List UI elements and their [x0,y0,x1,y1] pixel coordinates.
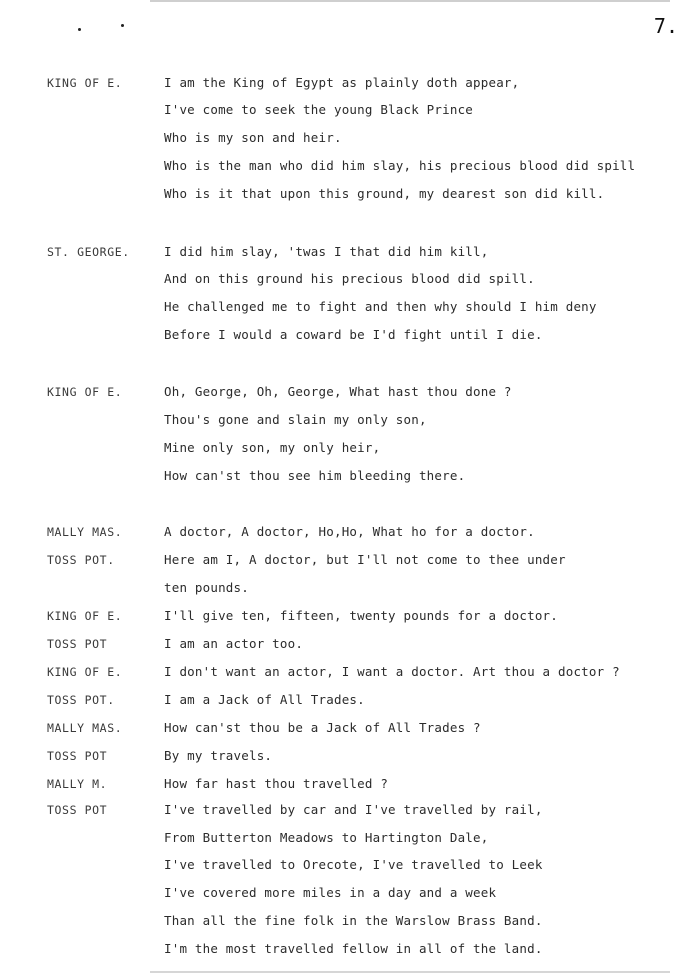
speaker-name: KING OF E. [47,385,123,399]
dialogue-line: By my travels. [164,748,273,763]
speaker-name: TOSS POT. [47,553,115,567]
ink-dot [121,24,124,27]
dialogue-line: Who is it that upon this ground, my dearest son did kill. [164,186,605,201]
page-number: 7. [653,14,678,38]
dialogue-line: Who is the man who did him slay, his precious blood did spill [164,158,636,173]
speaker-name: TOSS POT [47,637,108,651]
dialogue-line: I'm the most travelled fellow in all of the land. [164,941,543,956]
ink-dot [78,28,81,31]
dialogue-line: From Butterton Meadows to Hartington Dale, [164,830,489,845]
dialogue-line: I'll give ten, fifteen, twenty pounds for a doctor. [164,608,559,623]
dialogue-line: Here am I, A doctor, but I'll not come to thee under [164,552,566,567]
dialogue-line: A doctor, A doctor, Ho,Ho, What ho for a doctor. [164,524,535,539]
dialogue-line: I've come to seek the young Black Prince [164,102,474,117]
speaker-name: KING OF E. [47,609,123,623]
speaker-name: TOSS POT [47,749,108,763]
dialogue-line: ten pounds. [164,580,249,595]
speaker-name: TOSS POT [47,803,108,817]
dialogue-line: I've covered more miles in a day and a week [164,885,497,900]
dialogue-line: How can'st thou see him bleeding there. [164,468,466,483]
dialogue-line: I am a Jack of All Trades. [164,692,365,707]
dialogue-line: I don't want an actor, I want a doctor. Art thou a doctor ? [164,664,620,679]
speaker-name: ST. GEORGE. [47,245,130,259]
dialogue-line: I did him slay, 'twas I that did him kill, [164,244,489,259]
dialogue-line: Mine only son, my only heir, [164,440,381,455]
bottom-rule [150,971,670,973]
speaker-name: MALLY MAS. [47,721,123,735]
dialogue-line: He challenged me to fight and then why should I him deny [164,299,597,314]
dialogue-line: I've travelled by car and I've travelled by rail, [164,802,543,817]
dialogue-line: I am an actor too. [164,636,304,651]
dialogue-line: Oh, George, Oh, George, What hast thou done ? [164,384,512,399]
dialogue-line: And on this ground his precious blood did spill. [164,271,535,286]
top-rule [150,0,670,2]
speaker-name: KING OF E. [47,665,123,679]
speaker-name: KING OF E. [47,76,123,90]
speaker-name: MALLY M. [47,777,108,791]
speaker-name: MALLY MAS. [47,525,123,539]
dialogue-line: I've travelled to Orecote, I've travelled to Leek [164,857,543,872]
dialogue-line: Before I would a coward be I'd fight until I die. [164,327,543,342]
dialogue-line: I am the King of Egypt as plainly doth appear, [164,75,520,90]
dialogue-line: How far hast thou travelled ? [164,776,389,791]
speaker-name: TOSS POT. [47,693,115,707]
dialogue-line: Than all the fine folk in the Warslow Brass Band. [164,913,543,928]
dialogue-line: How can'st thou be a Jack of All Trades ? [164,720,481,735]
dialogue-line: Who is my son and heir. [164,130,342,145]
dialogue-line: Thou's gone and slain my only son, [164,412,427,427]
